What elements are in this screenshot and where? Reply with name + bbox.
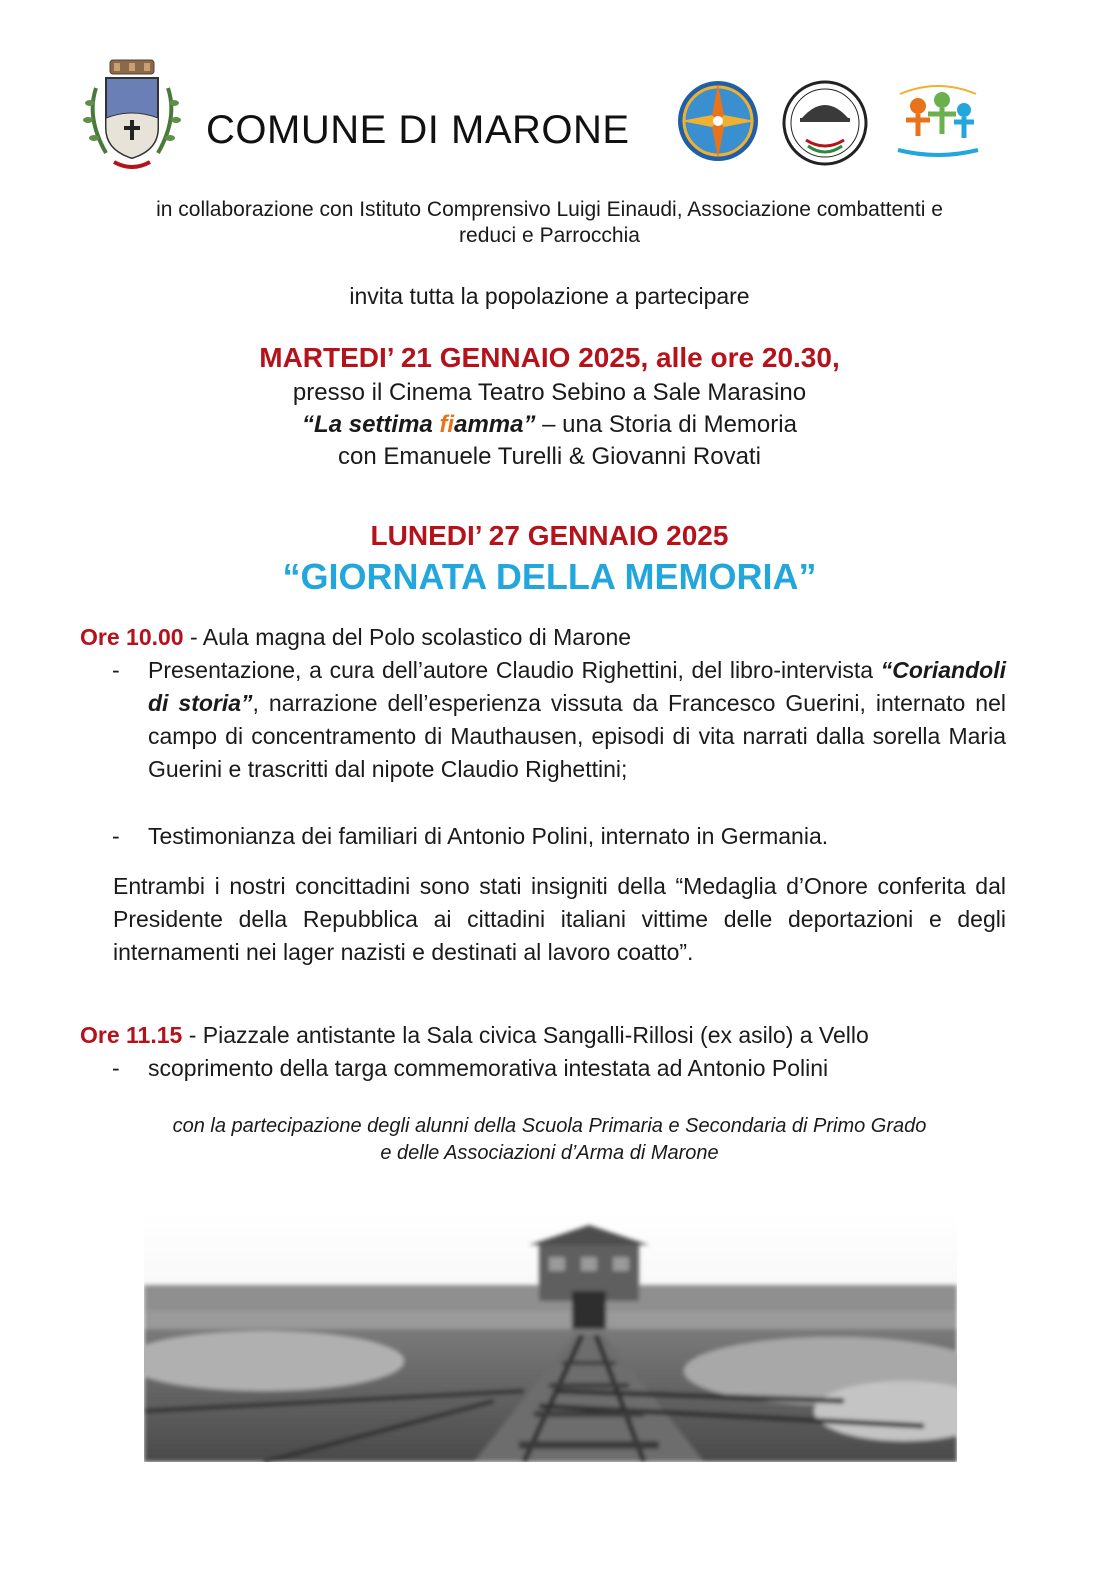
coat-of-arms-icon bbox=[76, 58, 188, 178]
veterans-association-logo-icon bbox=[780, 80, 870, 166]
event-1-title-close: amma” bbox=[454, 411, 536, 438]
book-title: “Coriandoli di storia” bbox=[148, 657, 1006, 716]
event-2-title: “GIORNATA DELLA MEMORIA” bbox=[282, 556, 817, 597]
event-1-date: MARTEDI’ 21 GENNAIO 2025, alle ore 20.30, bbox=[259, 342, 840, 373]
camp-railway-photo bbox=[144, 1211, 957, 1462]
list-dash: - bbox=[112, 823, 120, 849]
event-1-venue: presso il Cinema Teatro Sebino a Sale Marasino bbox=[292, 379, 807, 406]
session-1-item-1-part-2: , narrazione dell’esperienza vissuta da Francesco Guerini, internato nel campo di concentramento di Mauthausen, episodi di vita narrati dalla sorella Maria Guerini e trascritti dal nipote Claudio Righettini; bbox=[148, 690, 1006, 782]
collaboration-line-1: in collaborazione con Istituto Comprensivo Luigi Einaudi, Associazione combattenti e bbox=[156, 198, 943, 221]
medal-paragraph: Entrambi i nostri concittadini sono stati insigniti della “Medaglia d’Onore conferita dal Presidente della Repubblica ai cittadini italiani vittime delle deportazioni e degli internamenti nei lager nazisti e destinati al lavoro coatto”. bbox=[113, 873, 1006, 965]
session-1-item-1 bbox=[148, 654, 1006, 786]
session-1-item-1-part-1: Presentazione, a cura dell’autore Claudio Righettini, del libro-intervista bbox=[148, 657, 881, 683]
event-1-title bbox=[0, 411, 1099, 439]
session-1-place: - Aula magna del Polo scolastico di Marone bbox=[183, 624, 632, 650]
invitation-text: invita tutta la popolazione a partecipare bbox=[349, 283, 750, 309]
session-2-time: Ore 11.15 bbox=[80, 1022, 183, 1048]
list-dash: - bbox=[112, 657, 120, 683]
event-1-title-highlight: fi bbox=[439, 411, 455, 438]
event-1-performers: con Emanuele Turelli & Giovanni Rovati bbox=[338, 443, 761, 470]
compass-rose-logo-icon bbox=[676, 78, 760, 164]
session-1-item-2: Testimonianza dei familiari di Antonio Polini, internato in Germania. bbox=[148, 823, 829, 849]
municipality-title: COMUNE DI MARONE bbox=[206, 108, 630, 152]
event-2-date: LUNEDI’ 27 GENNAIO 2025 bbox=[370, 520, 729, 551]
session-1-time: Ore 10.00 bbox=[80, 624, 184, 650]
session-2-heading bbox=[80, 1019, 1020, 1052]
session-2-item-1: scoprimento della targa commemorativa intestata ad Antonio Polini bbox=[148, 1055, 829, 1081]
event-1-title-open: “La settima bbox=[302, 411, 440, 438]
collaboration-text bbox=[0, 197, 1099, 249]
session-1-heading bbox=[80, 621, 1010, 654]
list-dash: - bbox=[112, 1055, 120, 1081]
session-2-place: - Piazzale antistante la Sala civica Sangalli-Rillosi (ex asilo) a Vello bbox=[182, 1022, 869, 1048]
participation-line-1: con la partecipazione degli alunni della Scuola Primaria e Secondaria di Primo Grado bbox=[172, 1115, 927, 1137]
collaboration-line-2: reduci e Parrocchia bbox=[459, 224, 640, 247]
parish-community-logo-icon bbox=[890, 80, 986, 160]
participation-note bbox=[0, 1113, 1099, 1167]
participation-line-2: e delle Associazioni d’Arma di Marone bbox=[380, 1142, 719, 1164]
event-1-title-rest: – una Storia di Memoria bbox=[535, 411, 797, 438]
